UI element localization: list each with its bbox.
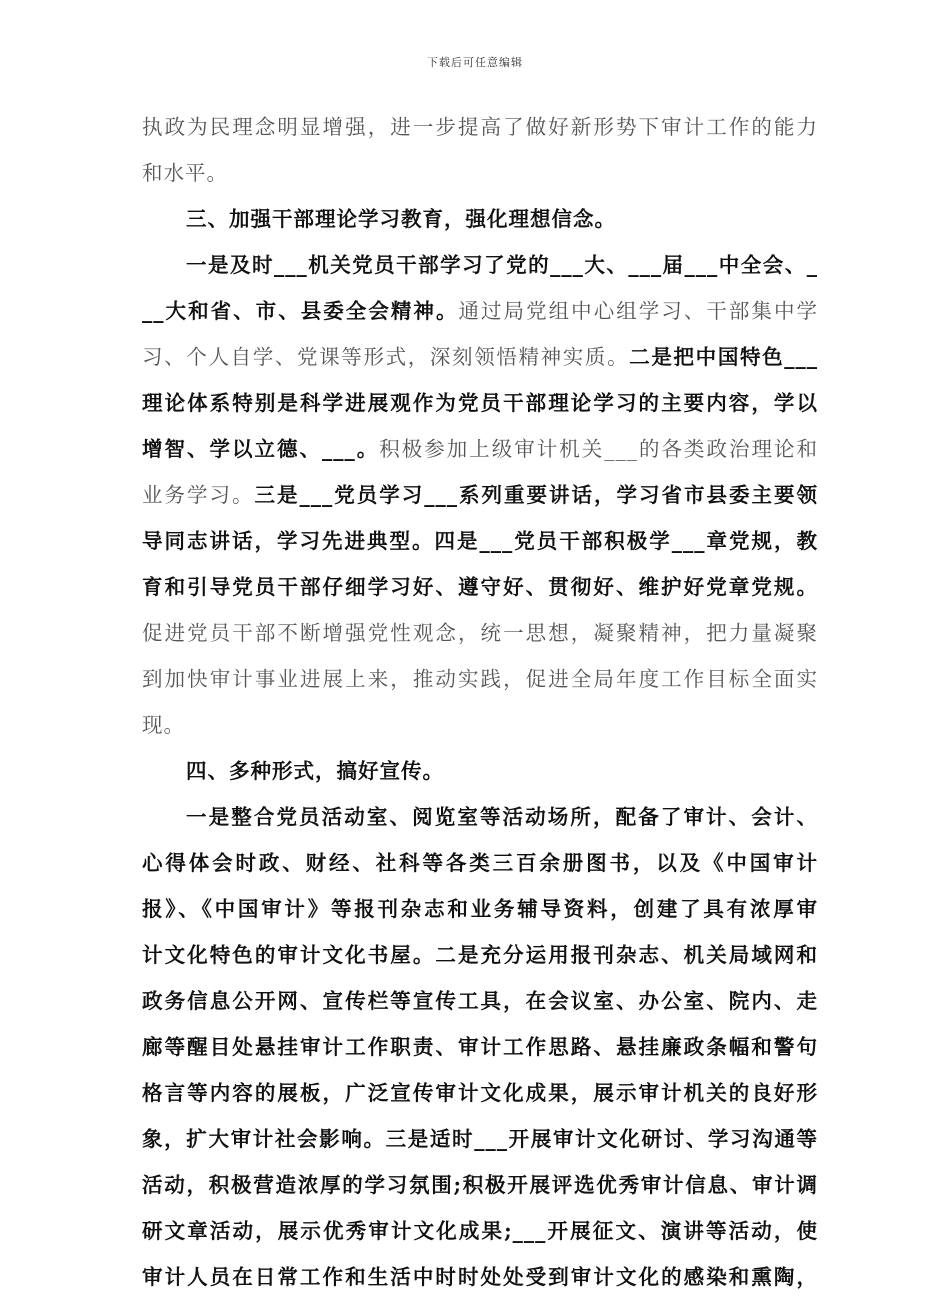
text-line bbox=[142, 334, 818, 380]
text-line bbox=[142, 104, 818, 150]
body-text: 习、个人自学、党课等形式，深刻领悟精神实质。 bbox=[142, 345, 630, 369]
bold-text: 报》、《中国审计》等报刊杂志和业务辅导资料，创建了具有浓厚审 bbox=[142, 897, 818, 921]
text-line bbox=[142, 886, 818, 932]
text-line bbox=[142, 656, 818, 702]
page-header: 下载后可任意编辑 bbox=[427, 56, 523, 69]
text-line bbox=[142, 748, 818, 794]
text-line bbox=[142, 1070, 818, 1116]
bold-text: 理论体系特别是科学进展观作为党员干部理论学习的主要内容，学以 bbox=[142, 391, 818, 415]
body-text: 业务学习。 bbox=[142, 483, 255, 507]
text-line bbox=[142, 1254, 818, 1300]
bold-text: 政务信息公开网、宣传栏等宣传工具，在会议室、办公室、院内、走 bbox=[142, 989, 818, 1013]
body-text: 执政为民理念明显增强，进一步提高了做好新形势下审计工作的能力 bbox=[142, 115, 818, 139]
bold-text: 格言等内容的展板，广泛宣传审计文化成果，展示审计机关的良好形 bbox=[142, 1081, 818, 1105]
text-line bbox=[142, 380, 818, 426]
text-line bbox=[142, 150, 818, 196]
text-line bbox=[142, 610, 818, 656]
bold-text: 三是___党员学习___系列重要讲话，学习省市县委主要领 bbox=[254, 483, 818, 507]
bold-text: 一是及时___机关党员干部学习了党的___大、___届___中全会、_ bbox=[186, 253, 818, 277]
body-text: 积极参加上级审计机关___的各类政治理论和 bbox=[379, 437, 818, 461]
text-line bbox=[142, 1116, 818, 1162]
body-text: 和水平。 bbox=[142, 161, 228, 185]
text-line bbox=[142, 196, 818, 242]
text-line bbox=[142, 794, 818, 840]
text-line bbox=[142, 288, 818, 334]
text-line bbox=[142, 564, 818, 610]
bold-text: 导同志讲话，学习先进典型。四是___党员干部积极学___章党规，教 bbox=[142, 529, 818, 553]
text-line bbox=[142, 702, 818, 748]
text-line bbox=[142, 1208, 818, 1254]
bold-text: 审计人员在日常工作和生活中时时处处受到审计文化的感染和熏陶， bbox=[142, 1265, 818, 1289]
text-line bbox=[142, 840, 818, 886]
text-line bbox=[142, 932, 818, 978]
bold-text: 活动，积极营造浓厚的学习氛围;积极开展评选优秀审计信息、审计调 bbox=[142, 1173, 818, 1197]
document-body bbox=[142, 104, 818, 1300]
bold-text: 象，扩大审计社会影响。三是适时___开展审计文化研讨、学习沟通等 bbox=[142, 1127, 818, 1151]
bold-text: 心得体会时政、财经、社科等各类三百余册图书，以及《中国审计 bbox=[142, 851, 818, 875]
bold-text: __大和省、市、县委全会精神。 bbox=[142, 299, 459, 323]
text-line bbox=[142, 472, 818, 518]
text-line bbox=[142, 242, 818, 288]
bold-text: 三、加强干部理论学习教育，强化理想信念。 bbox=[186, 207, 616, 231]
bold-text: 增智、学以立德、___。 bbox=[142, 437, 380, 461]
body-text: 现。 bbox=[142, 713, 185, 737]
text-line bbox=[142, 978, 818, 1024]
bold-text: 廊等醒目处悬挂审计工作职责、审计工作思路、悬挂廉政条幅和警句 bbox=[142, 1035, 818, 1059]
bold-text: 四、多种形式，搞好宣传。 bbox=[186, 759, 444, 783]
bold-text: 计文化特色的审计文化书屋。二是充分运用报刊杂志、机关局域网和 bbox=[142, 943, 818, 967]
bold-text: 研文章活动，展示优秀审计文化成果;___开展征文、演讲等活动，使 bbox=[142, 1219, 818, 1243]
bold-text: 育和引导党员干部仔细学习好、遵守好、贯彻好、维护好党章党规。 bbox=[142, 575, 818, 599]
bold-text: 二是把中国特色___ bbox=[629, 345, 818, 369]
text-line bbox=[142, 1024, 818, 1070]
body-text: 到加快审计事业进展上来，推动实践，促进全局年度工作目标全面实 bbox=[142, 667, 818, 691]
bold-text: 一是整合党员活动室、阅览室等活动场所，配备了审计、会计、 bbox=[186, 805, 818, 829]
text-line bbox=[142, 1162, 818, 1208]
text-line bbox=[142, 426, 818, 472]
body-text: 促进党员干部不断增强党性观念，统一思想，凝聚精神，把力量凝聚 bbox=[142, 621, 818, 645]
text-line bbox=[142, 518, 818, 564]
body-text: 通过局党组中心组学习、干部集中学 bbox=[458, 299, 818, 323]
